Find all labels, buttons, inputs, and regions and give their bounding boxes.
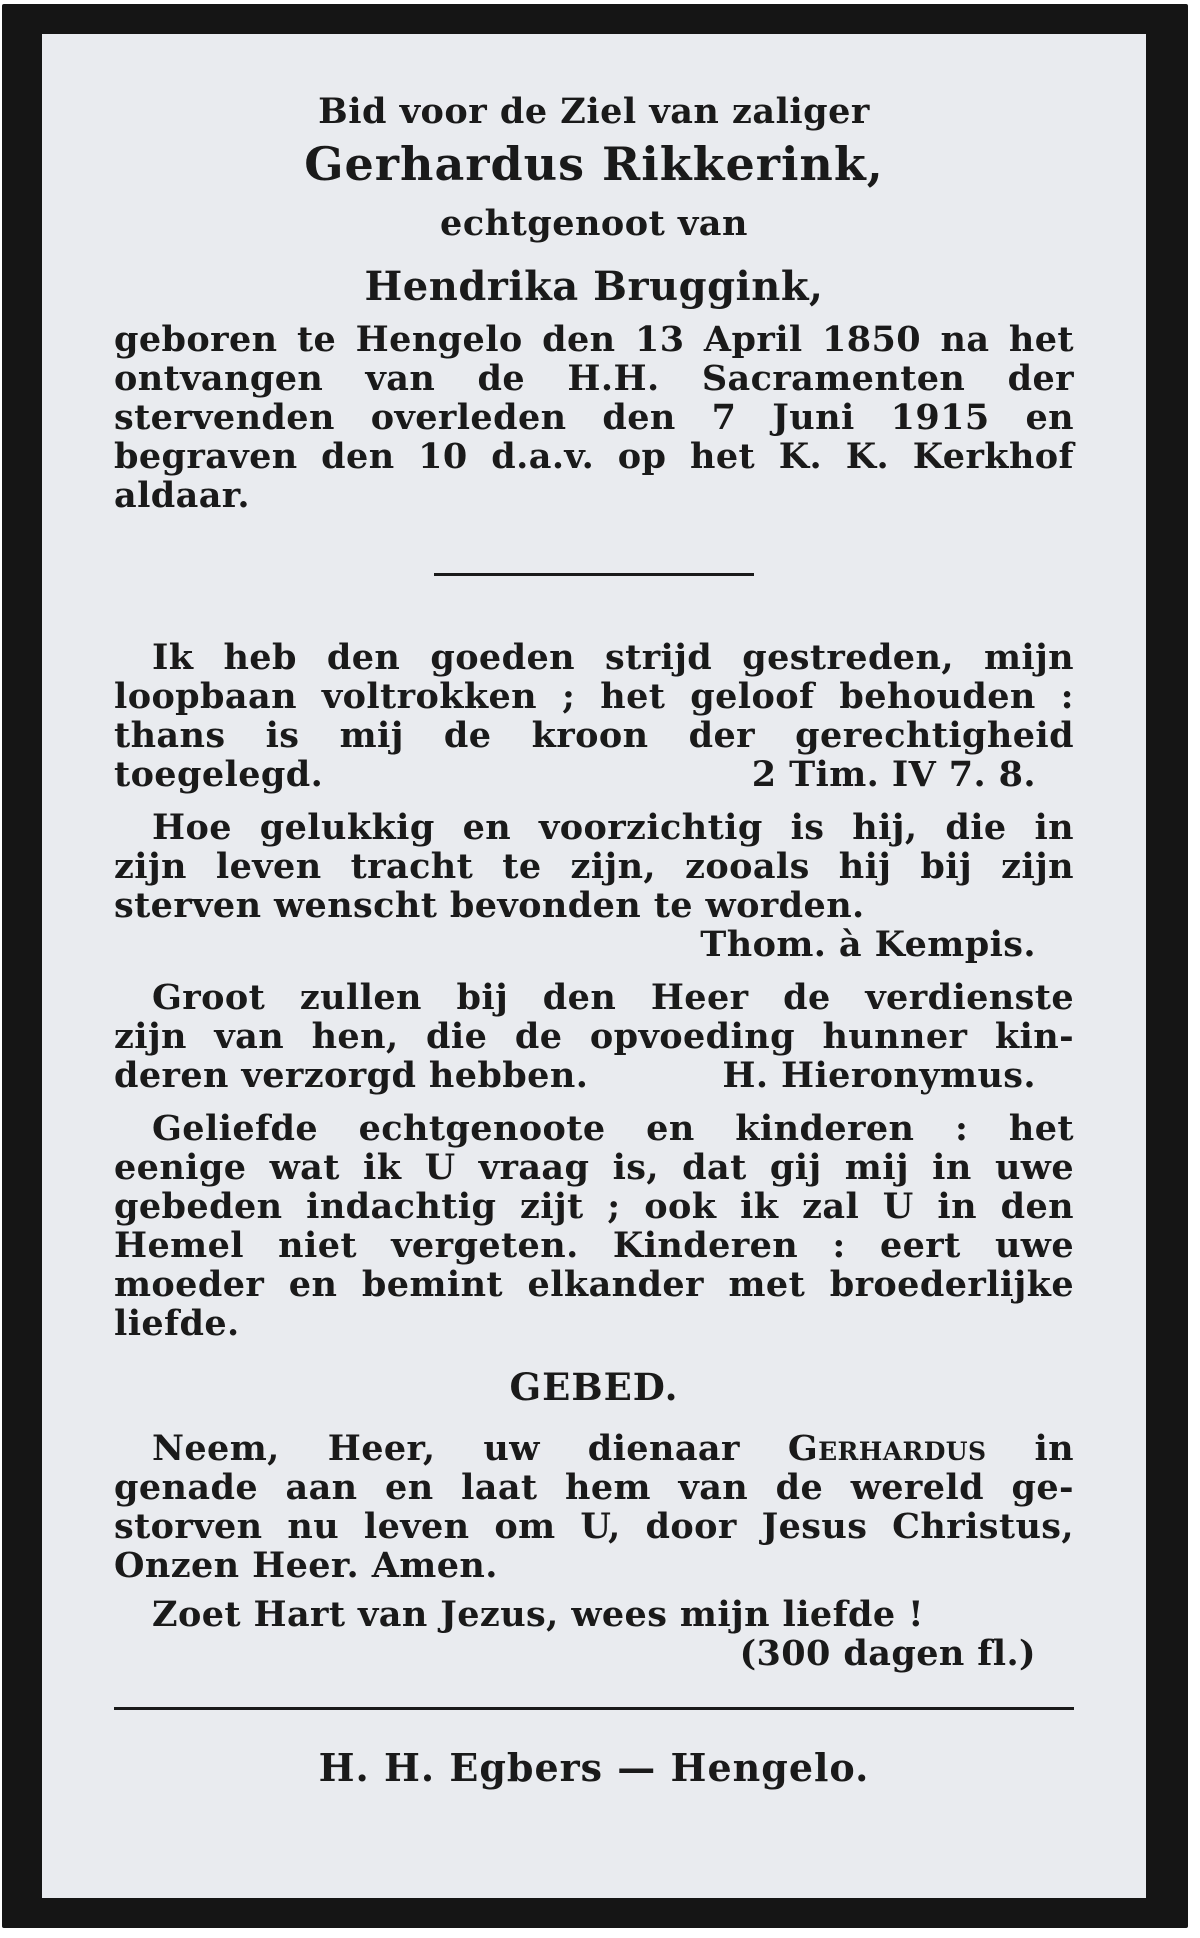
invocation-text: Zoet Hart van Jezus, wees mijn liefde ! bbox=[152, 1594, 924, 1635]
quote-line: toegelegd. bbox=[114, 754, 324, 795]
quote-line: Groot zullen bij den Heer de verdienste bbox=[152, 977, 1074, 1018]
quote-kempis bbox=[114, 808, 1074, 964]
card-content bbox=[114, 92, 1074, 1790]
deceased-name: Gerhardus Rikkerink, bbox=[304, 137, 884, 191]
quote-reference: Thom. à Kempis. bbox=[700, 924, 1036, 965]
card-paper bbox=[42, 34, 1146, 1898]
prayer-text: in bbox=[1034, 1428, 1074, 1469]
biography-line: begraven den 10 d.a.v. op het K. K. Kerkhof bbox=[114, 436, 1074, 477]
prayer-line: storven nu leven om U, door Jesus Christus, bbox=[114, 1506, 1074, 1547]
biography-line: stervenden overleden den 7 Juni 1915 en bbox=[114, 397, 1074, 438]
quote-reference: H. Hieronymus. bbox=[722, 1055, 1036, 1096]
quote-reference: 2 Tim. IV 7. 8. bbox=[751, 754, 1036, 795]
biography-line: geboren te Hengelo den 13 April 1850 na het bbox=[114, 319, 1074, 360]
farewell-paragraph bbox=[114, 1109, 1074, 1343]
quote-line: Hoe gelukkig en voorzichtig is hij, die in bbox=[152, 807, 1074, 848]
prayer-line: genade aan en laat hem van de wereld ge- bbox=[114, 1467, 1074, 1508]
biography-line: ontvangen van de H.H. Sacramenten der bbox=[114, 358, 1074, 399]
farewell-line: Geliefde echtgenoote en kinderen : het bbox=[152, 1108, 1074, 1149]
spouse-label: echtgenoot van bbox=[440, 203, 748, 244]
quote-line: deren verzorgd hebben. bbox=[114, 1055, 589, 1096]
prayer-line: Onzen Heer. Amen. bbox=[114, 1545, 498, 1586]
separator-rule bbox=[434, 573, 754, 576]
farewell-line: liefde. bbox=[114, 1303, 240, 1344]
indulgence-note: (300 dagen fl.) bbox=[739, 1633, 1036, 1674]
farewell-line: Hemel niet vergeten. Kinderen : eert uwe bbox=[114, 1225, 1074, 1266]
quote-timothy bbox=[114, 638, 1074, 794]
invocation bbox=[114, 1595, 1074, 1673]
printer-line: H. H. Egbers — Hengelo. bbox=[318, 1745, 870, 1790]
quote-line: loopbaan voltrokken ; het geloof behouden : bbox=[114, 676, 1074, 717]
spouse-name: Hendrika Bruggink, bbox=[364, 263, 824, 310]
farewell-line: eenige wat ik U vraag is, dat gij mij in uwe bbox=[114, 1147, 1074, 1188]
prayer-paragraph bbox=[114, 1429, 1074, 1585]
quote-line: zijn leven tracht te zijn, zooals hij bij zijn bbox=[114, 846, 1074, 887]
quote-last-row bbox=[114, 1056, 1074, 1095]
memorial-card bbox=[2, 4, 1188, 1928]
biography-line: aldaar. bbox=[114, 475, 251, 516]
prayer-name: Gerhardus bbox=[787, 1428, 987, 1469]
farewell-line: moeder en bemint elkander met broederlijke bbox=[114, 1264, 1074, 1305]
biography-paragraph bbox=[114, 320, 1074, 515]
quote-line: zijn van hen, die de opvoeding hunner kin- bbox=[114, 1016, 1074, 1057]
quote-hieronymus bbox=[114, 978, 1074, 1095]
quote-last-row bbox=[114, 755, 1074, 794]
intro-line: Bid voor de Ziel van zaliger bbox=[318, 91, 870, 132]
quote-line: Ik heb den goeden strijd gestreden, mijn bbox=[152, 637, 1074, 678]
prayer-line bbox=[114, 1429, 1074, 1468]
farewell-line: gebeden indachtig zijt ; ook ik zal U in den bbox=[114, 1186, 1074, 1227]
footer-rule bbox=[114, 1707, 1074, 1710]
quote-line: sterven wenscht bevonden te worden. bbox=[114, 885, 865, 926]
prayer-text: Neem, Heer, uw dienaar bbox=[152, 1428, 740, 1469]
quote-line: thans is mij de kroon der gerechtigheid bbox=[114, 715, 1074, 756]
prayer-title: GEBED. bbox=[509, 1365, 679, 1409]
